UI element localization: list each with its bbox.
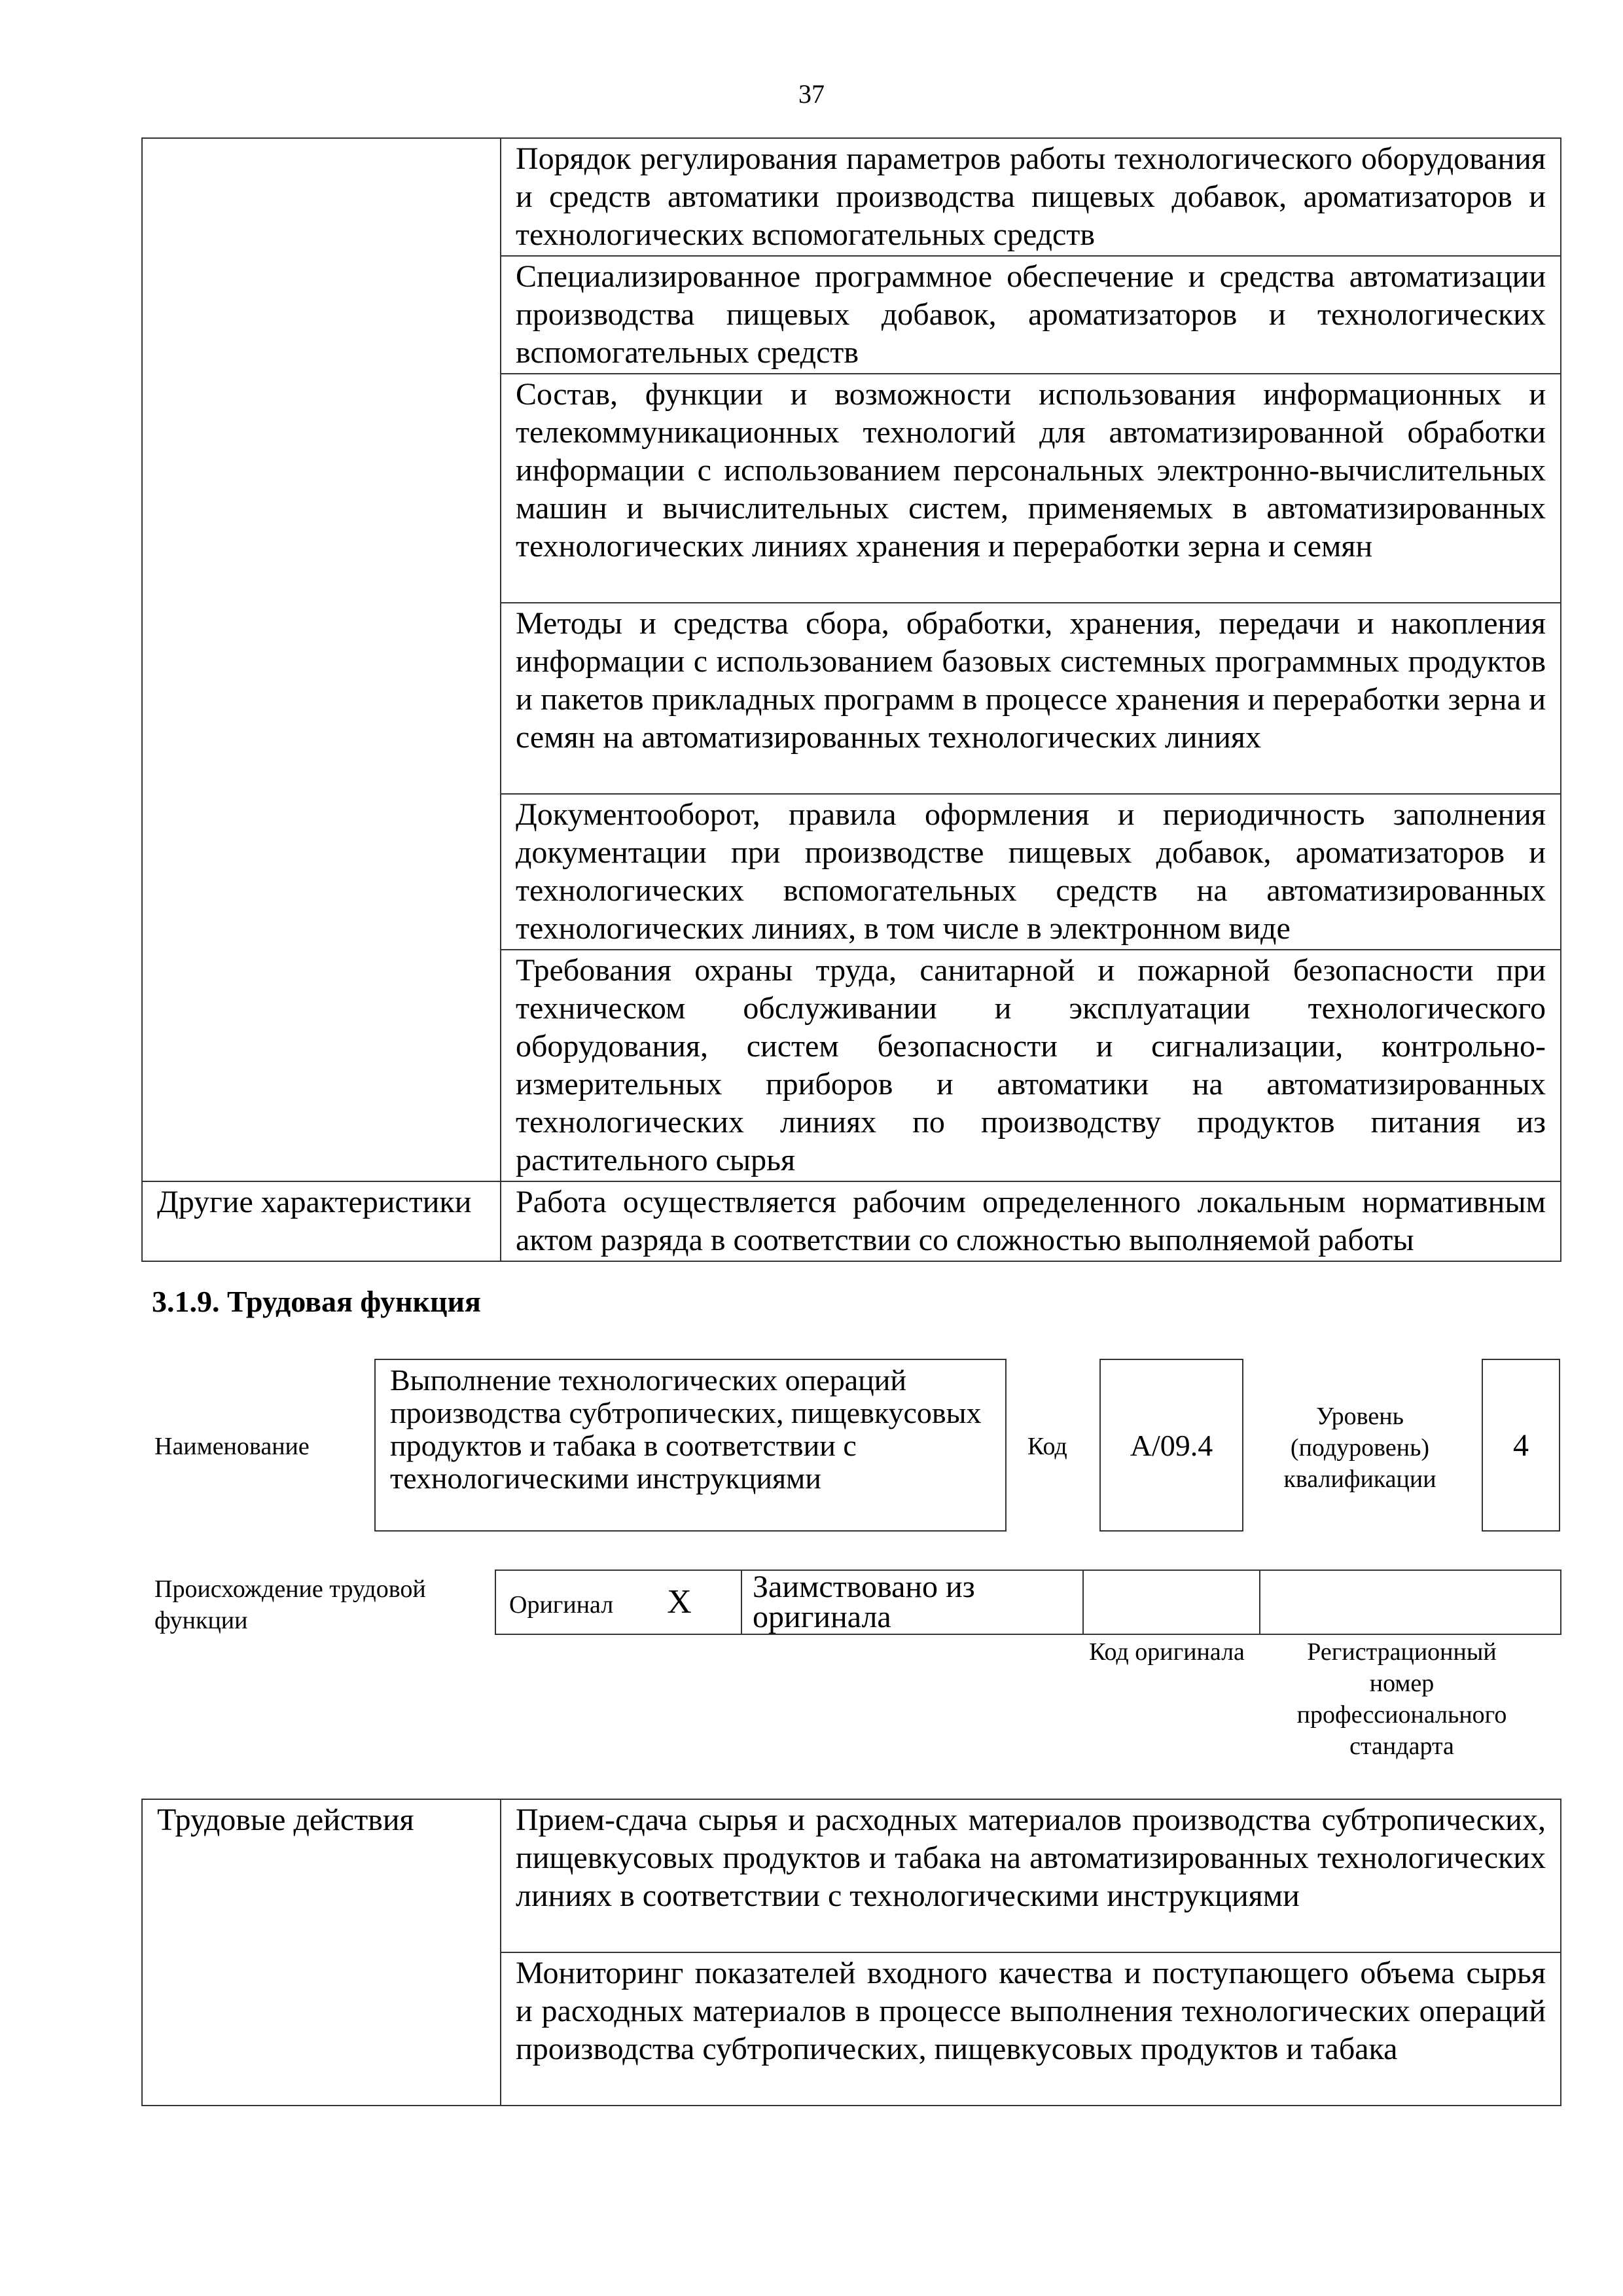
section-title: 3.1.9. Трудовая функция bbox=[152, 1285, 481, 1318]
knowledge-table bbox=[141, 137, 1561, 1262]
original-mark: X bbox=[667, 1583, 692, 1621]
page-number: 37 bbox=[798, 79, 825, 109]
reg-number-cell bbox=[1260, 1570, 1561, 1634]
origin-label: Происхождение трудовой функции bbox=[154, 1575, 426, 1634]
origin-table bbox=[495, 1570, 1561, 1635]
actions-label: Трудовые действия bbox=[142, 1799, 501, 2106]
code-original-cell bbox=[1083, 1570, 1260, 1634]
table-cell: Специализированное программное обеспечение и средства автоматизации производства пищевых добавок, ароматизаторов и технологических вспомогательных средств bbox=[501, 256, 1561, 374]
table-cell: Мониторинг показателей входного качества и поступающего объема сырья и расходных материалов в процессе выполнения технологических операций производства субтропических, пищевкусовых продуктов и табака bbox=[501, 1952, 1561, 2106]
original-cell bbox=[495, 1570, 741, 1634]
table-cell: Состав, функции и возможности использования информационных и телекоммуникационных технологий для автоматизированной обработки информации с использованием персональных электронно-вычислительных машин и вычислительных систем, применяемых в автоматизированных технологических линиях хранения и переработки зерна и семян bbox=[501, 374, 1561, 603]
table-cell: Требования охраны труда, санитарной и пожарной безопасности при техническом обслуживании и эксплуатации технологического оборудования, систем безопасности и сигнализации, контрольно-измерительных приборов и автоматики на автоматизированных технологических линиях по производству продуктов питания из растительного сырья bbox=[501, 950, 1561, 1181]
table-cell: Методы и средства сбора, обработки, хранения, передачи и накопления информации с использованием базовых системных программных продуктов и пакетов прикладных программ в процессе хранения и переработки зерна и семян на автоматизированных технологических линиях bbox=[501, 603, 1561, 794]
code-label: Код bbox=[1027, 1433, 1067, 1460]
row-label-other: Другие характеристики bbox=[142, 1181, 501, 1261]
code-value: А/09.4 bbox=[1099, 1359, 1243, 1532]
level-value: 4 bbox=[1482, 1359, 1560, 1532]
table-row bbox=[142, 1799, 1561, 1952]
borrowed-label: Заимствовано из оригинала bbox=[741, 1570, 1083, 1634]
table-cell: Порядок регулирования параметров работы технологического оборудования и средств автоматики производства пищевых добавок, ароматизаторов и технологических вспомогательных средств bbox=[501, 138, 1561, 256]
row-label-empty bbox=[142, 138, 501, 1181]
table-row bbox=[142, 1181, 1561, 1261]
name-value: Выполнение технологических операций производства субтропических, пищевкусовых продуктов и табака в соответствии с технологическими инструкциями bbox=[374, 1359, 1007, 1532]
table-cell: Работа осуществляется рабочим определенного локальным нормативным актом разряда в соответствии со сложностью выполняемой работы bbox=[501, 1181, 1561, 1261]
level-label: Уровень (подуровень) квалификации bbox=[1283, 1403, 1436, 1493]
code-original-caption: Код оригинала bbox=[1089, 1638, 1245, 1666]
table-row bbox=[142, 138, 1561, 256]
table-cell: Прием-сдача сырья и расходных материалов производства субтропических, пищевкусовых продуктов и табака на автоматизированных технологических линиях в соответствии с технологическими инструкциями bbox=[501, 1799, 1561, 1952]
table-cell: Документооборот, правила оформления и периодичность заполнения документации при производстве пищевых добавок, ароматизаторов и технологических вспомогательных средств на автоматизированных технологических линиях, в том числе в электронном виде bbox=[501, 794, 1561, 950]
original-label: Оригинал bbox=[509, 1590, 614, 1619]
name-label: Наименование bbox=[154, 1433, 310, 1460]
actions-table bbox=[141, 1799, 1561, 2106]
reg-number-caption: Регистрационный номер профессионального стандарта bbox=[1296, 1638, 1507, 1760]
